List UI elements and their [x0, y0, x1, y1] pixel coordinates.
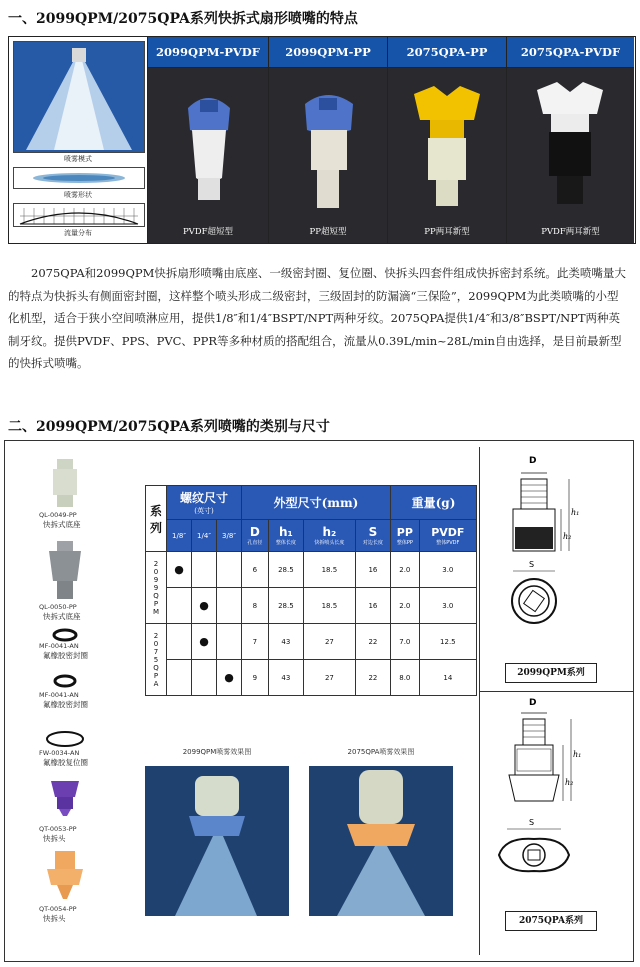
dim-s-label-2: S [529, 818, 535, 827]
accessory-4-name: 氟橡胶密封圈 [43, 700, 88, 709]
cell-r2-d: 8 [242, 588, 269, 624]
accessory-7-code: QT-0054-PP [39, 905, 77, 913]
dim-d-label-1: D [529, 456, 537, 466]
cell-r2-h1: 28.5 [268, 588, 303, 624]
legend-spray-mode: 喷雾模式 [64, 155, 92, 163]
product-4-photo [507, 68, 634, 243]
dot-r3: ● [192, 624, 217, 660]
spray-effect-2075qpa-graphic [309, 766, 453, 916]
accessory-5-code: FW-0034-AN [39, 749, 80, 757]
spray-effect-2099qpm [145, 766, 289, 916]
cell-r4-pvdf: 14 [419, 660, 476, 696]
product-card-2 [269, 37, 388, 243]
col-pvdf-sym: PVDF [431, 525, 465, 539]
cell-r3-h1: 43 [268, 624, 303, 660]
thread-header-unit: (英寸) [194, 507, 214, 515]
col-pvdf-sub: 整体PVDF [436, 539, 460, 546]
product-3-caption: PP两耳新型 [424, 227, 470, 237]
series-header: 系列 [146, 486, 167, 552]
col-h2-sym: h₂ [322, 525, 337, 539]
col-d-sub: 孔直径 [247, 540, 263, 546]
accessory-6-code: QT-0053-PP [39, 825, 77, 833]
col-d-sym: D [249, 525, 260, 539]
cell-r1-pp: 2.0 [391, 552, 420, 588]
accessory-3-code: MF-0041-AN [39, 642, 79, 650]
accessory-7 [11, 905, 131, 924]
col-pp-sub: 整体PP [396, 539, 413, 546]
col-s-sub: 对边长度 [362, 540, 383, 546]
dot-r1: ● [167, 552, 192, 588]
accessory-2 [11, 603, 131, 622]
drawing-label-2099qpm: 2099QPM系列 [505, 663, 597, 683]
col-h2-sub: 快拆喷头长度 [314, 540, 345, 546]
thread-col-1: 1/8″ [167, 520, 192, 552]
spray-mode-image [13, 41, 145, 153]
dim-h1-label-1: h₁ [571, 508, 580, 517]
thread-col-3: 3/8″ [217, 520, 242, 552]
product-2-title: 2099QPM-PP [269, 37, 387, 68]
accessory-7-name: 快拆头 [43, 914, 66, 923]
col-h1-sub: 整体长度 [275, 540, 296, 546]
dot-r4: ● [217, 660, 242, 696]
table-row [146, 660, 477, 696]
nozzle-pvdf-short-graphic [148, 68, 268, 218]
cell-r1-pvdf: 3.0 [419, 552, 476, 588]
weight-header: 重量(g) [391, 486, 477, 520]
cell-r2-h2: 18.5 [303, 588, 355, 624]
product-3-photo [388, 68, 506, 243]
accessory-4-code: MF-0041-AN [39, 691, 79, 699]
col-pp [391, 520, 420, 552]
col-h1-sym: h₁ [278, 525, 293, 539]
cell-r1-h1: 28.5 [268, 552, 303, 588]
o-ring-1-image [51, 628, 79, 642]
cell-r4-h2: 27 [303, 660, 355, 696]
product-1-photo [148, 68, 268, 243]
drawing-2099qpm [485, 449, 629, 649]
cell-r2-pp: 2.0 [391, 588, 420, 624]
product-card-1 [148, 37, 269, 243]
nozzle-pp-twin-ear-graphic [388, 68, 506, 218]
base-large-image [43, 541, 87, 601]
product-1-caption: PVDF超短型 [182, 227, 234, 237]
accessory-6-name: 快拆头 [43, 834, 66, 843]
accessory-1-name: 快拆式底座 [43, 520, 81, 529]
thread-header-label: 螺纹尺寸 [179, 491, 228, 505]
accessory-5 [11, 749, 131, 768]
spray-effect-2075qpa [309, 766, 453, 916]
col-pp-sym: PP [396, 525, 413, 539]
quick-head-orange-image [43, 851, 87, 903]
description-paragraph: 2075QPA和2099QPM快拆扇形喷嘴由底座、一级密封圈、复位圈、快拆头四套件组成快拆密封系统。此类喷嘴量大的特点为快拆头有侧面密封圈，这样整个喷头形成二级密封，三级固封的防漏滴“三保险”，2099QPM为此类喷嘴的小型化机型，适合于狭小空间喷淋应用，提供1/8″和1/4″BSPT/NPT两种牙纹。2075QPA提供1/4″和3/8″BSPT/NPT两种英制牙纹。提供PVDF、PPS、PVC、PPR等多种材质的搭配组合，流量从0.39L/min~28L/min自由选择，是目前最新型的快拆式喷嘴。 [8, 266, 626, 370]
legend-spray-shape: 喷雾形状 [64, 191, 92, 199]
table-row [146, 588, 477, 624]
base-small-image [45, 459, 85, 509]
series-2075qpa [146, 624, 167, 696]
spray-shape-graphic [14, 168, 144, 188]
legend-flow-dist: 流量分布 [64, 229, 92, 237]
thread-header [167, 486, 242, 520]
flow-dist-image [13, 203, 145, 227]
o-ring-2-image [51, 674, 79, 688]
cell-r2-s: 16 [355, 588, 390, 624]
nozzle-pvdf-twin-ear-graphic [507, 68, 634, 218]
col-s [355, 520, 390, 552]
dim-d-label-2: D [529, 698, 537, 708]
table-row [146, 624, 477, 660]
cell-r3-pvdf: 12.5 [419, 624, 476, 660]
accessory-4 [11, 691, 131, 710]
spray-mode-graphic [14, 42, 144, 152]
table-row [146, 552, 477, 588]
dims-header: 外型尺寸(mm) [242, 486, 391, 520]
drawing-label-2075qpa: 2075QPA系列 [505, 911, 597, 931]
dim-h2-label-1: h₂ [563, 532, 572, 541]
quick-head-purple-image [45, 777, 85, 817]
drawing-2075qpa [485, 697, 629, 897]
cell-r2-pvdf: 3.0 [419, 588, 476, 624]
accessory-2-name: 快拆式底座 [43, 612, 81, 621]
product-1-title: 2099QPM-PVDF [148, 37, 268, 68]
dimensions-panel [4, 440, 634, 962]
dim-s-label-1: S [529, 560, 535, 569]
spec-table [145, 485, 477, 696]
cell-r4-h1: 43 [268, 660, 303, 696]
dim-h1-label-2: h₁ [573, 750, 582, 759]
dot-r2: ● [192, 588, 217, 624]
product-panel [8, 36, 636, 244]
spray-caption-1: 2099QPM喷雾效果图 [182, 748, 252, 756]
dim-h2-label-2: h₂ [565, 778, 574, 787]
accessory-3-name: 氟橡胶密封圈 [43, 651, 88, 660]
accessory-1-code: QL-0049-PP [39, 511, 77, 519]
col-d [242, 520, 269, 552]
nozzle-pp-short-graphic [269, 68, 387, 218]
spray-caption-2: 2075QPA喷雾效果图 [347, 748, 415, 756]
product-card-4 [507, 37, 634, 243]
accessory-5-name: 氟橡胶复位圈 [43, 758, 88, 767]
col-pvdf [419, 520, 476, 552]
product-2-photo [269, 68, 387, 243]
accessory-3 [11, 642, 131, 661]
col-s-sym: S [368, 525, 378, 539]
product-2-caption: PP超短型 [309, 227, 347, 237]
section-1-title: 一、2099QPM/2075QPA系列快拆式扇形喷嘴的特点 [8, 11, 358, 27]
series-2075qpa-label: 2075QPA [153, 631, 159, 688]
series-2099qpm-label: 2099QPM [153, 559, 160, 616]
accessory-6 [11, 825, 131, 844]
thread-col-2: 1/4″ [192, 520, 217, 552]
spray-legend [9, 37, 148, 243]
spray-effect-2099qpm-graphic [145, 766, 289, 916]
product-card-3 [388, 37, 507, 243]
panel-divider [479, 447, 480, 955]
cell-r3-s: 22 [355, 624, 390, 660]
cell-r1-h2: 18.5 [303, 552, 355, 588]
accessory-2-code: QL-0050-PP [39, 603, 77, 611]
product-4-title: 2075QPA-PVDF [507, 37, 634, 68]
flow-dist-graphic [14, 204, 144, 226]
cell-r3-h2: 27 [303, 624, 355, 660]
spray-shape-image [13, 167, 145, 189]
cell-r4-d: 9 [242, 660, 269, 696]
drawing-divider [479, 691, 633, 692]
cell-r4-pp: 8.0 [391, 660, 420, 696]
product-4-caption: PVDF两耳新型 [541, 227, 600, 237]
section-2-title: 二、2099QPM/2075QPA系列喷嘴的类别与尺寸 [8, 419, 330, 435]
col-h2 [303, 520, 355, 552]
cell-r4-s: 22 [355, 660, 390, 696]
col-h1 [268, 520, 303, 552]
cell-r3-d: 7 [242, 624, 269, 660]
cell-r1-d: 6 [242, 552, 269, 588]
accessory-1 [11, 511, 131, 530]
reset-ring-image [43, 729, 87, 749]
cell-r1-s: 16 [355, 552, 390, 588]
cell-r3-pp: 7.0 [391, 624, 420, 660]
series-2099qpm [146, 552, 167, 624]
product-3-title: 2075QPA-PP [388, 37, 506, 68]
